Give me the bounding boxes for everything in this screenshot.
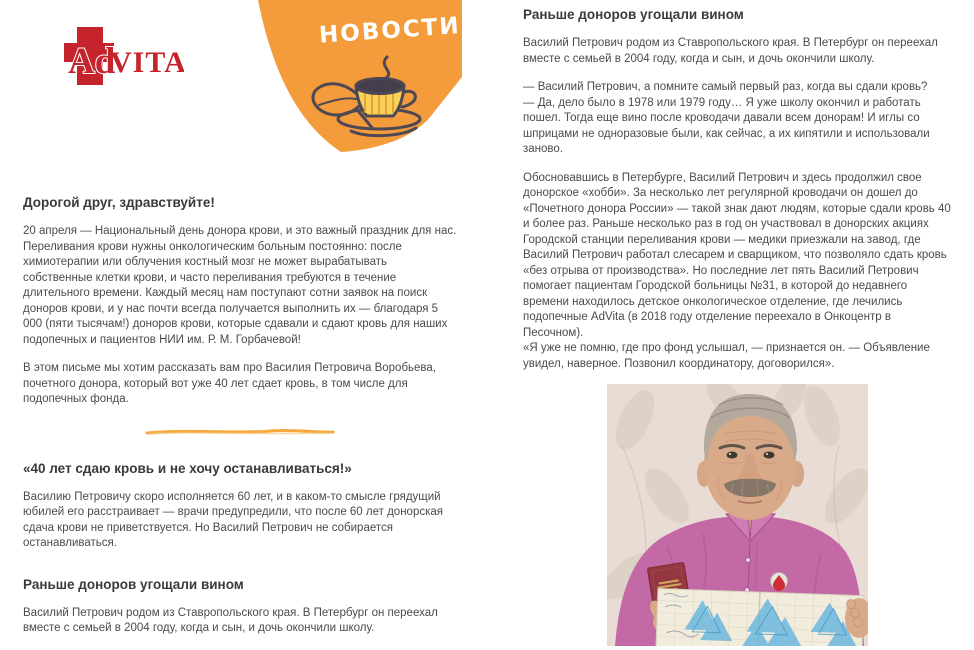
coffee-surface [356,79,404,94]
wine-paragraph-right: Василий Петрович родом из Ставропольского края. В Петербург он переехал вместе с семьей в 2004 году, когда и сын, и дочь окончили школу. [523,37,938,65]
news-banner [255,0,465,200]
story-intro-paragraph: В этом письме мы хотим рассказать вам про Василия Петровича Воробьева, почетного донора, который вот уже 40 лет сдает кровь, в том числе для подопечных фонда. [23,362,436,405]
wine-heading-right: Раньше доноров угощали вином [523,7,744,22]
wine-paragraph-left: Василий Петрович родом из Ставропольского края. В Петербург он переехал вместе с семьей в 2004 году, когда и сын, и дочь окончили школу. [23,606,438,634]
news-banner-label: НОВОСТИ [318,12,462,49]
dialogue-answer: — Да, дело было в 1978 или 1979 году… Я уже школу окончил и работать пошел. Тогда еще вино после кроводачи давали всем донорам! И иглы со шприцами не одноразовые были, как сейчас, а их кипятили и использовали заново. [523,96,930,155]
intro-paragraph: 20 апреля — Национальный день донора крови, и это важный праздник для нас. Переливания крови нужны онкологическим больным постоянно: после химиотерапии или облучения костный мозг не может вырабатывать собственные клетки крови, и часто переливания требуются в течение длительного времени. Каждый месяц нам поступают сотни заявок на поиск доноров крови, и у нас почти всегда получается выполнить их — благодаря 5 000 (пяти тысячам!) доноров крови, которые сдавали и сдают кровь для наших подопечных и пациентов НИИ им. Р. М. Горбачевой! [23,225,457,346]
donation-record-document [655,589,863,646]
advita-logo-graphic [62,26,184,88]
story-paragraph: Обосновавшись в Петербурге, Василий Петрович и здесь продолжил свое донорское «хобби». За несколько лет регулярной кроводачи он дошел до «Почетного донора России» — такой знак дают людям, которые сдали кровь 40 и более раз. Раньше несколько раз в год он участвовал в донорских акциях Городской станции переливания крови — медики приезжали на завод, где Василий Петрович работал слесарем и сварщиком, что позволяло сдать кровь «без отрыва от производства». Но последние лет пять Василий Петрович помогает пациентам Городской больницы №31, в которой до недавнего времени находилось детское онкологическое отделение, где лечились подопечные AdVita (в 2018 году отделение переехало в Онкоцентр в Песочном). [523,171,951,339]
logo-text-vita: VITA [110,46,184,79]
closing-quote-paragraph: «Я уже не помню, где про фонд услышал, — признается он. — Объявление увидел, наверное. Позвонил координатору, договорился». [523,342,930,370]
dialogue-question: — Василий Петрович, а помните самый первый раз, когда вы сдали кровь? [523,81,928,93]
quote-paragraph: Василию Петровичу скоро исполняется 60 лет, и в каком-то смысле грядущий юбилей его расстраивает — врачи предупредили, что после 60 лет донорская сдача крови не приветствуется. Но Василий Петрович не собирается останавливаться. [23,490,443,549]
wine-heading-left: Раньше доноров угощали вином [23,576,244,592]
quote-heading: «40 лет сдаю кровь и не хочу останавливаться!» [23,460,352,476]
advita-logo[interactable] [62,26,184,93]
logo-text-ad: Ad [68,41,116,82]
right-column [523,6,951,646]
greeting-heading: Дорогой друг, здравствуйте! [23,195,215,210]
dialogue-paragraph [523,80,951,158]
hand-drawn-divider [145,428,335,436]
left-column [23,194,457,650]
donor-photo [607,384,868,646]
